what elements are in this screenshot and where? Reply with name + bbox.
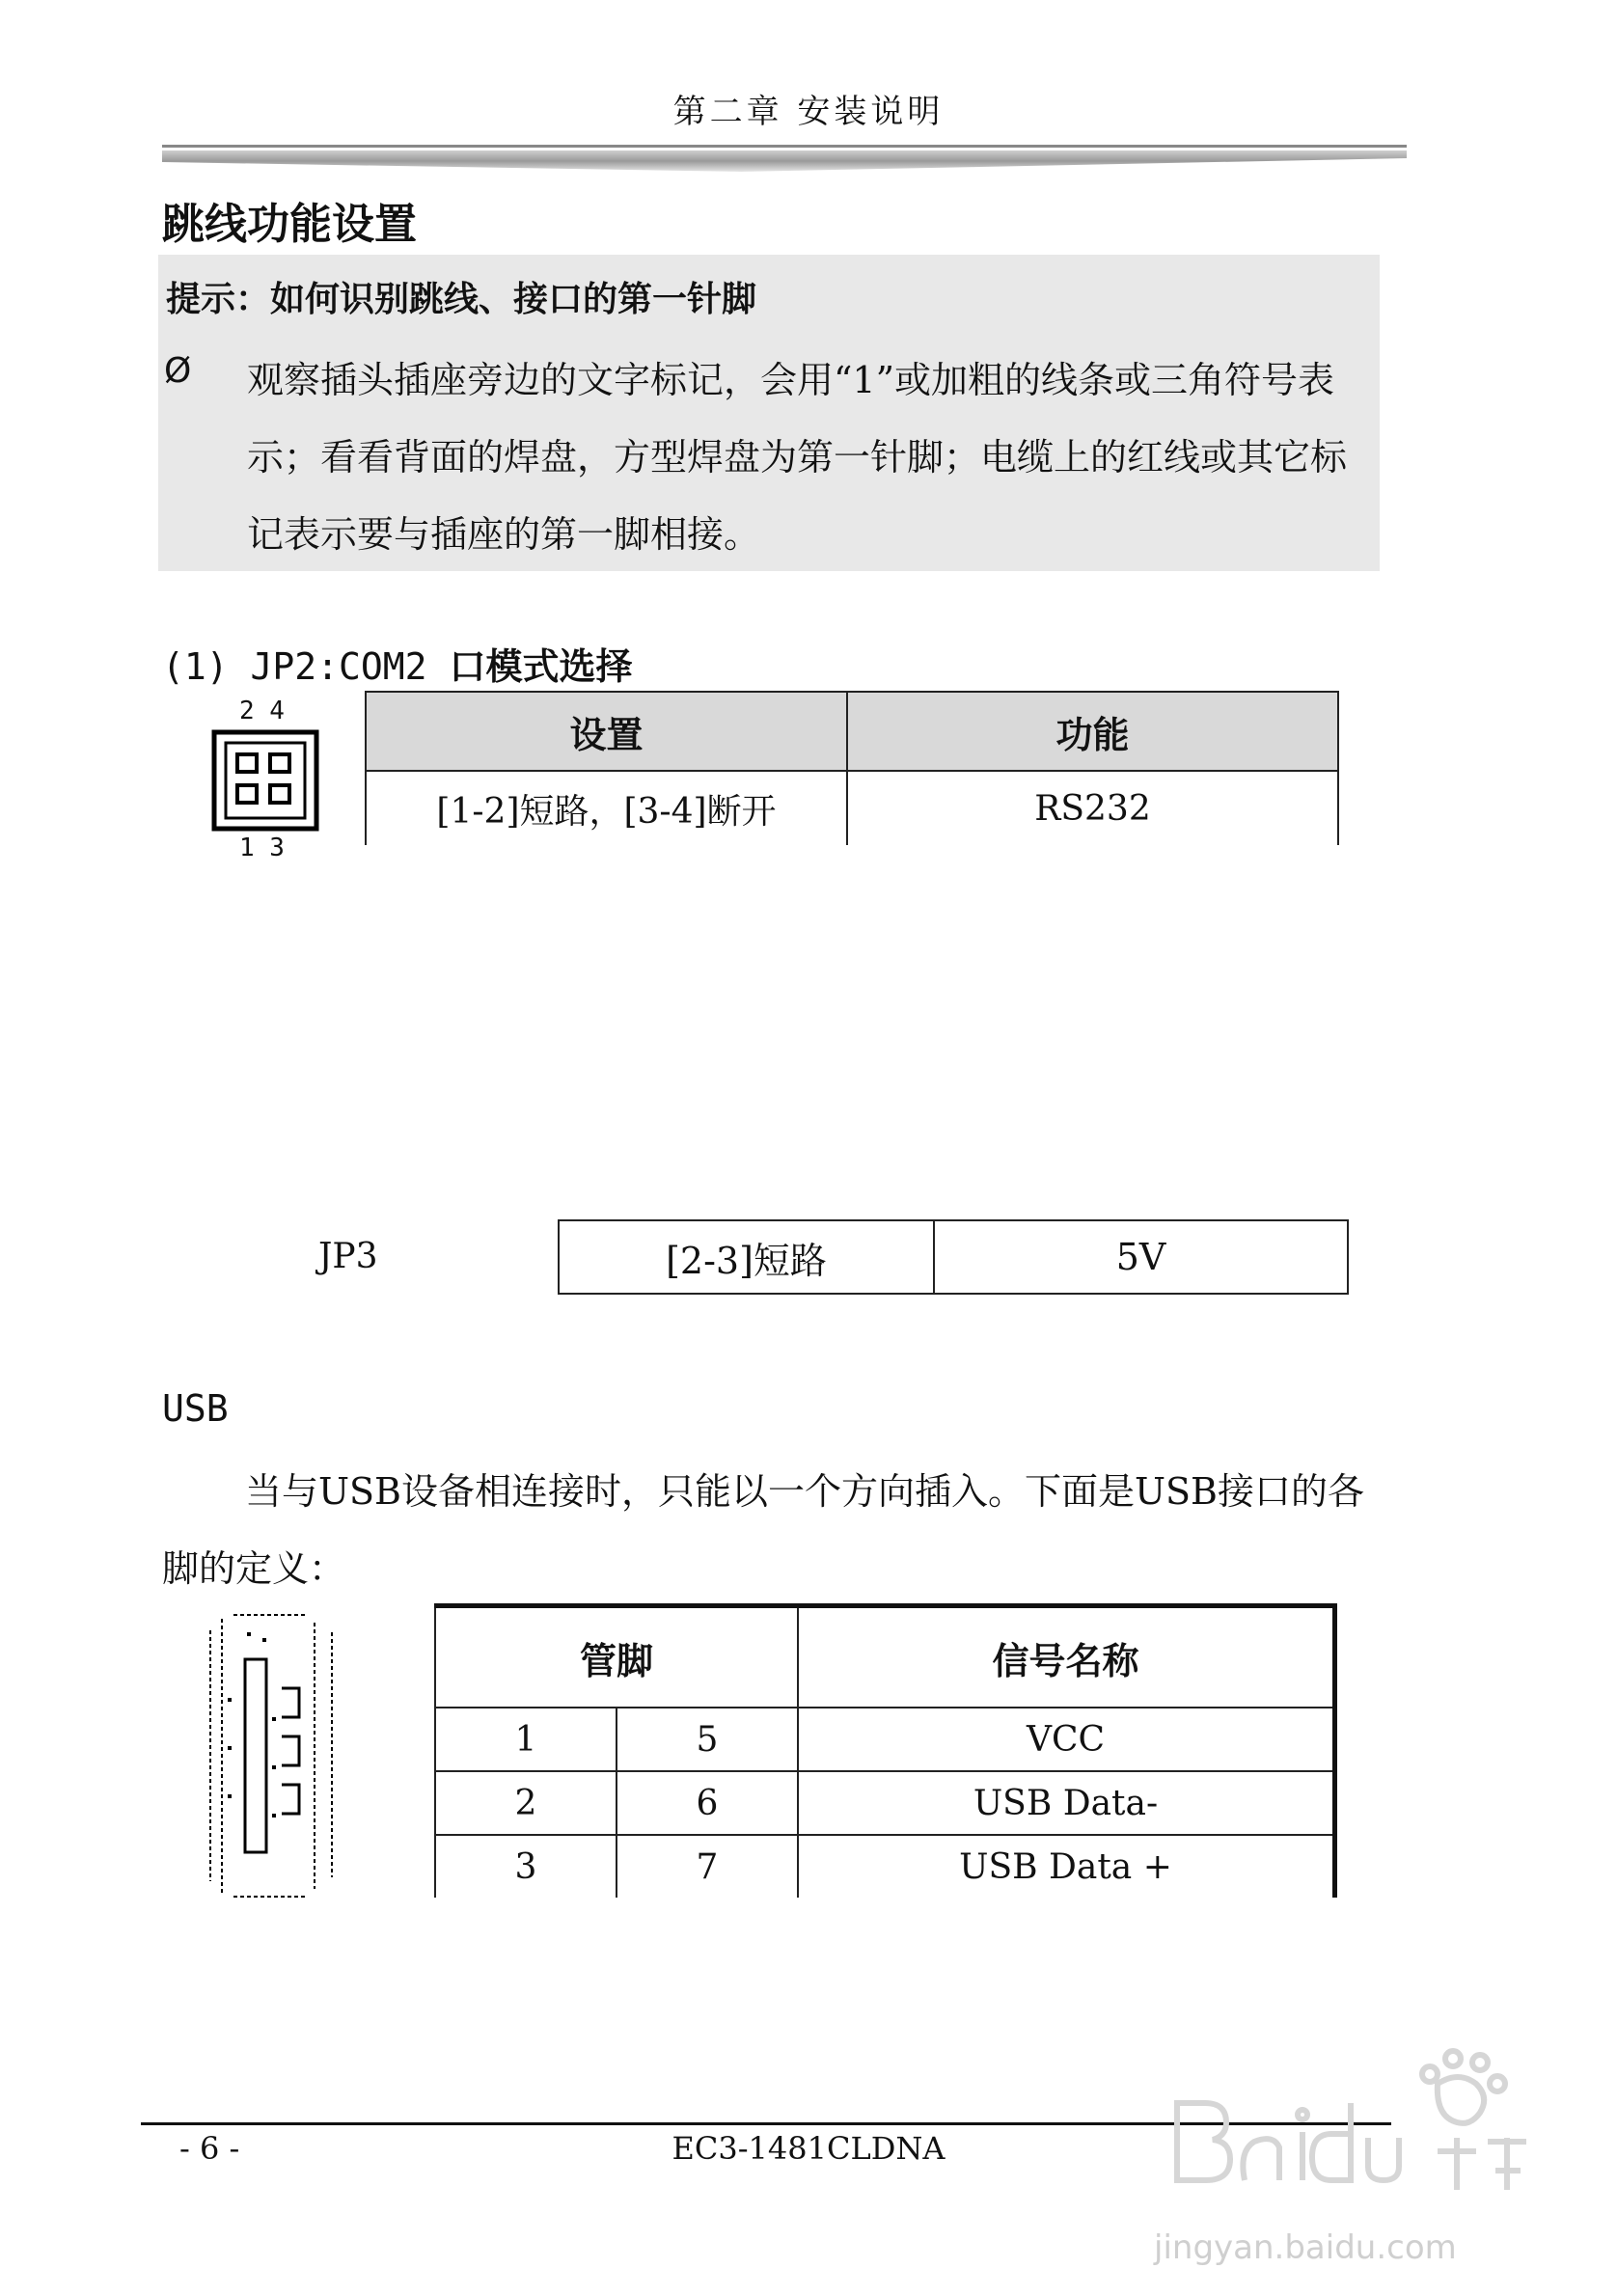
jp2-heading-prefix: (1) JP2:COM2 [162, 645, 427, 688]
usb-pin-table [434, 1603, 1337, 1898]
tip-bullet: Ø [164, 351, 192, 391]
usb-header-pin: 管脚 [435, 1606, 798, 1708]
usb-paragraph: 当与USB设备相连接时，只能以一个方向插入。下面是USB接口的各脚的定义： [162, 1470, 1364, 1590]
usb-pin-b: 7 [617, 1835, 798, 1898]
header-rule [162, 143, 1407, 172]
jumper-diagram [205, 697, 326, 861]
jp3-cell-function: 5V [934, 1220, 1348, 1294]
baidu-watermark-logo [1148, 2045, 1553, 2228]
usb-pin-b: 5 [617, 1708, 798, 1771]
jp2-heading [162, 637, 632, 690]
usb-pin-b: 6 [617, 1771, 798, 1835]
usb-signal: VCC [798, 1708, 1335, 1771]
usb-signal: USB Data + [798, 1835, 1335, 1898]
usb-heading: USB [162, 1387, 229, 1430]
page-number: - 6 - [179, 2130, 240, 2167]
chapter-header: 第二章 安装说明 [672, 93, 945, 131]
jumper-pin-bottom: 1 3 [239, 834, 285, 862]
jp3-cell-setting: [2-3]短路 [559, 1220, 934, 1294]
jp3-table [558, 1219, 1349, 1295]
usb-pin-a: 3 [435, 1835, 617, 1898]
jp2-header-setting: 设置 [366, 692, 847, 771]
jp2-cell-setting: [1-2]短路，[3-4]断开 [366, 771, 847, 845]
usb-pin-a: 2 [435, 1771, 617, 1835]
jumper-pin-top: 2 4 [239, 697, 285, 725]
tip-text: 观察插头插座旁边的文字标记，会用“1”或加粗的线条或三角符号表示；看看背面的焊盘，方型焊盘为第一针脚；电缆上的红线或其它标记表示要与插座的第一脚相接。 [247, 359, 1348, 556]
usb-signal: USB Data- [798, 1771, 1335, 1835]
watermark-url: jingyan.baidu.com [1154, 2228, 1457, 2267]
jumper-header-icon [205, 727, 326, 834]
usb-connector-icon [189, 1611, 343, 1900]
section-title: 跳线功能设置 [162, 200, 417, 249]
jp2-heading-suffix: 口模式选择 [449, 645, 633, 688]
tip-title: 提示：如何识别跳线、接口的第一针脚 [166, 280, 757, 319]
usb-pin-a: 1 [435, 1708, 617, 1771]
jp2-header-function: 功能 [847, 692, 1338, 771]
jp2-table [365, 691, 1339, 845]
footer-model: EC3-1481CLDNA [671, 2130, 946, 2167]
usb-header-signal: 信号名称 [798, 1606, 1335, 1708]
jp2-cell-function: RS232 [847, 771, 1338, 845]
jp3-label: JP3 [318, 1237, 378, 1276]
